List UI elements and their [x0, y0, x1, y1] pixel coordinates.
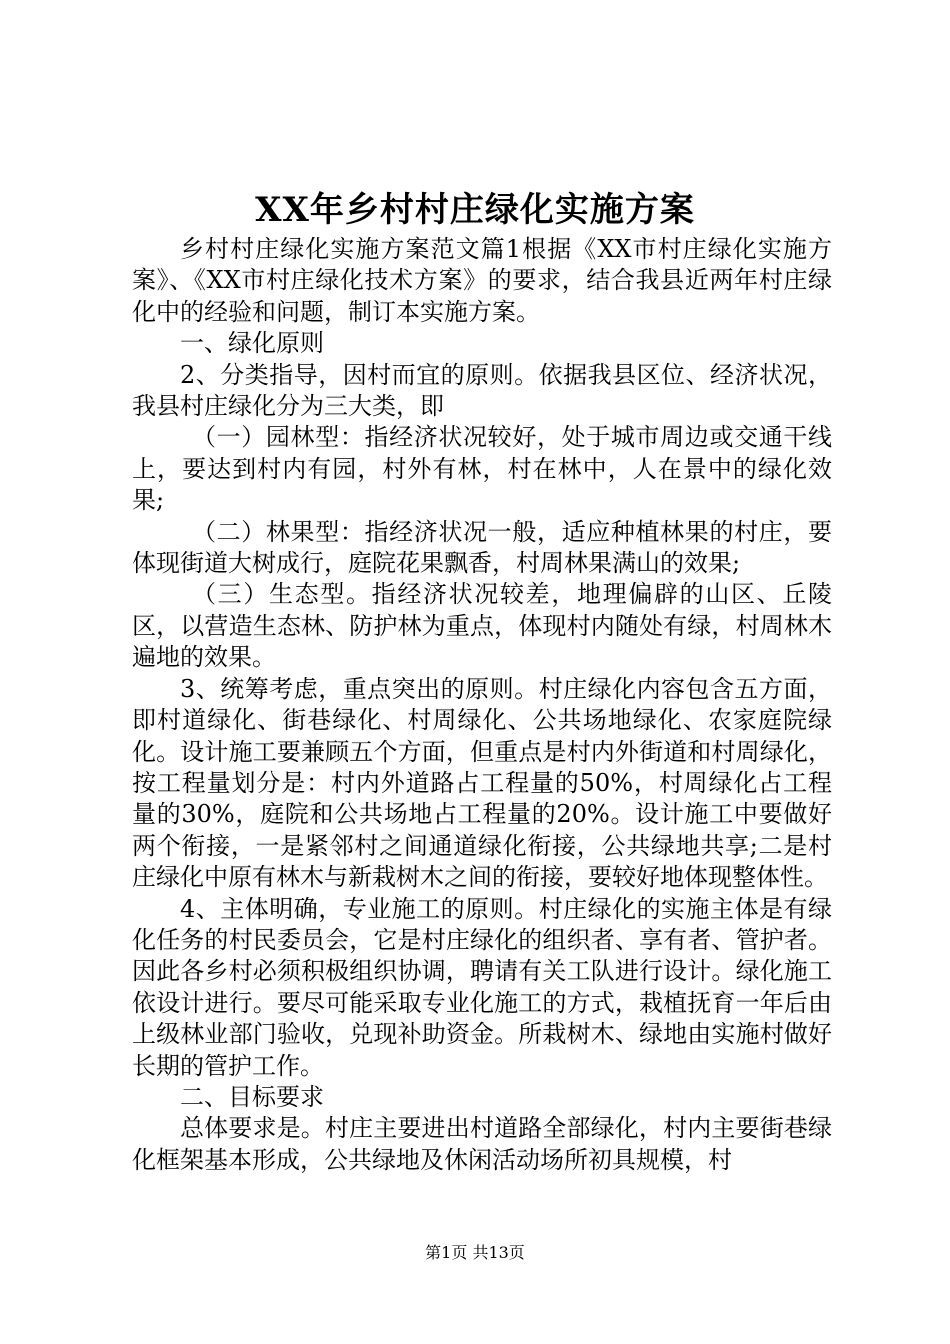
paragraph-principle-2: 2、分类指导，因村而宜的原则。依据我县区位、经济状况，我县村庄绿化分为三大类，即 — [132, 360, 832, 421]
paragraph-ecological-type: （三）生态型。指经济状况较差，地理偏辟的山区、丘陵区，以营造生态林、防护林为重点，体现村内随处有绿，村周林木遍地的效果。 — [132, 580, 832, 672]
heading-greening-principles: 一、绿化原则 — [180, 329, 324, 358]
paragraph-intro: 乡村村庄绿化实施方案范文篇1根据《XX市村庄绿化实施方案》、《XX市村庄绿化技术方案》的要求，结合我县近两年村庄绿化中的经验和问题，制订本实施方案。 — [132, 235, 832, 326]
document-title: XX年乡村村庄绿化实施方案 — [255, 190, 695, 230]
heading-target-requirements: 二、目标要求 — [180, 1082, 324, 1111]
paragraph-garden-type: （一）园林型：指经济状况较好，处于城市周边或交通干线上，要达到村内有园，村外有林，村在林中，人在景中的绿化效果; — [132, 423, 832, 515]
document-body — [132, 234, 832, 1176]
paragraph-principle-4: 4、主体明确，专业施工的原则。村庄绿化的实施主体是有绿化任务的村民委员会，它是村庄绿化的组织者、享有者、管护者。因此各乡村必须积极组织协调，聘请有关工队进行设计。绿化施工依设计进行。要尽可能采取专业化施工的方式，栽植抚育一年后由上级林业部门验收，兑现补助资金。所栽树木、绿地由实施村做好长期的管护工作。 — [132, 894, 832, 1080]
page-number-footer: 第1页 共13页 — [425, 1243, 525, 1262]
paragraph-principle-3: 3、统筹考虑，重点突出的原则。村庄绿化内容包含五方面，即村道绿化、街巷绿化、村周绿化、公共场地绿化、农家庭院绿化。设计施工要兼顾五个方面，但重点是村内外街道和村周绿化，按工程量划分是：村内外道路占工程量的50%，村周绿化占工程量的30%，庭院和公共场地占工程量的20%。设计施工中要做好两个衔接，一是紧邻村之间通道绿化衔接，公共绿地共享;二是村庄绿化中原有林木与新栽树木之间的衔接，要较好地体现整体性。 — [132, 674, 832, 892]
paragraph-overall-requirements: 总体要求是。村庄主要进出村道路全部绿化，村内主要街巷绿化框架基本形成，公共绿地及休闲活动场所初具规模，村 — [132, 1114, 832, 1174]
paragraph-fruit-forest-type: （二）林果型：指经济状况一般，适应种植林果的村庄，要体现街道大树成行，庭院花果飘香，村周林果满山的效果; — [132, 517, 832, 578]
